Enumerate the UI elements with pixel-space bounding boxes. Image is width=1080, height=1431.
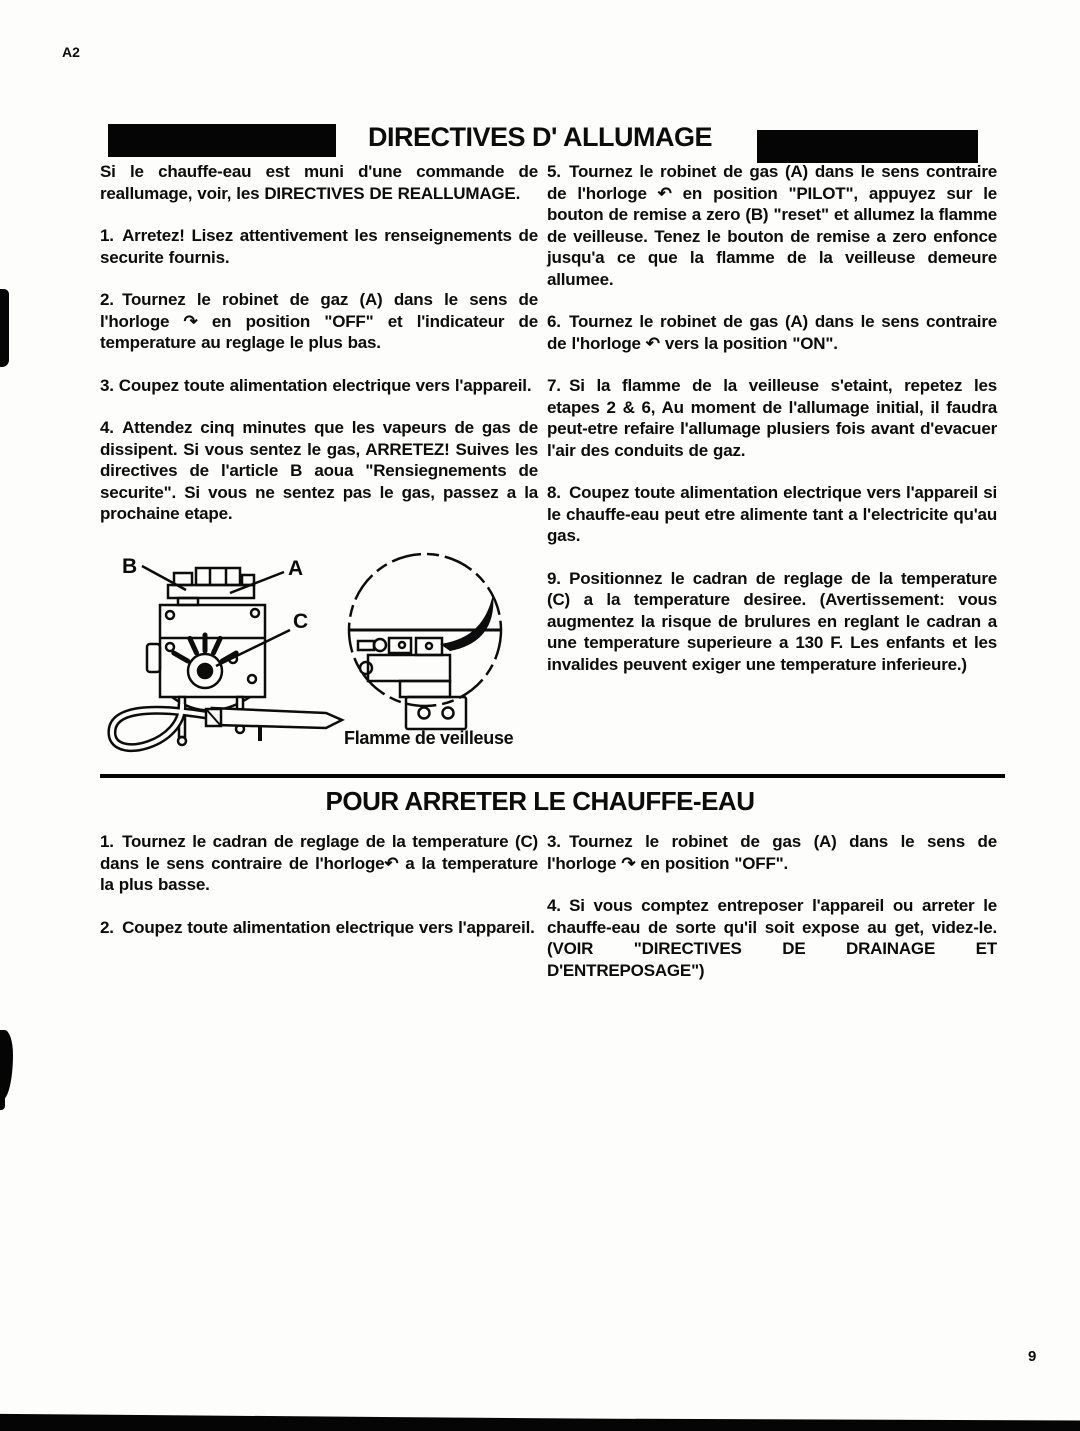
shutdown-step-3: 3. Tournez le robinet de gas (A) dans le sens de l'horloge ↷ en position "OFF". xyxy=(547,832,997,873)
scan-artifact-left-lower xyxy=(0,1030,13,1100)
lighting-step-8: 8. Coupez toute alimentation electrique vers l'appareil si le chauffe-eau peut etre alimente tant a l'electricite qu'au gas. xyxy=(547,483,997,545)
shutdown-columns xyxy=(100,831,997,1002)
figure-caption: Flamme de veilleuse xyxy=(344,727,514,748)
shutdown-step-2: 2. Coupez toute alimentation electrique vers l'appareil. xyxy=(100,917,535,937)
lighting-step-9: 9. Positionnez le cadran de reglage de la temperature (C) a la temperature desiree. (Avertissement: vous augmentez la risque de brulures en reglant le cadran a une temperature superieure a 130 F. Les enfants et les invalides peuvent exiger une temperature inferieure.) xyxy=(547,568,997,674)
lighting-right-column xyxy=(547,161,997,768)
lighting-step-6: 6. Tournez le robinet de gas (A) dans le sens contraire de l'horloge ↶ vers la position "ON". xyxy=(547,312,997,353)
figure-label-a: A xyxy=(288,556,304,580)
shutdown-right-column xyxy=(547,831,997,1002)
section-title-lighting: DIRECTIVES D' ALLUMAGE xyxy=(368,122,712,152)
lighting-intro: Si le chauffe-eau est muni d'une commande de reallumage, voir, les DIRECTIVES DE REALLUMAGE. xyxy=(100,162,538,203)
lighting-step-1: 1. Arretez! Lisez attentivement les renseignements de securite fournis. xyxy=(100,226,538,267)
lighting-left-column xyxy=(100,161,538,768)
section-divider xyxy=(100,774,1005,778)
redaction-bar-right xyxy=(757,130,978,163)
lighting-columns xyxy=(100,161,997,768)
lighting-step-5: 5. Tournez le robinet de gas (A) dans le sens contraire de l'horloge ↶ en position "PILOT", appuyez sur le bouton de remise a zero (B) "reset" et allumez la flamme de veilleuse. Tenez le bouton de remise a zero enfonce jusqu'a ce que la flamme de la veilleuse demeure allumee. xyxy=(547,162,997,289)
shutdown-step-4: 4. Si vous comptez entreposer l'appareil ou arreter le chauffe-eau de sorte qu'il soit expose au get, videz-le. (VOIR "DIRECTIVES DE DRAINAGE ET D'ENTREPOSAGE") xyxy=(547,896,997,980)
scan-bottom-edge xyxy=(0,1412,1080,1431)
figure-label-b: B xyxy=(122,554,138,578)
corner-label: A2 xyxy=(62,44,80,60)
scan-artifact-left-upper xyxy=(0,289,9,367)
scan-artifact-left-lower-tail xyxy=(0,1096,5,1110)
lighting-step-3: 3. Coupez toute alimentation electrique vers l'appareil. xyxy=(100,375,532,395)
lighting-step-2: 2. Tournez le robinet de gaz (A) dans le sens de l'horloge ↷ en position "OFF" et l'indicateur de temperature au reglage le plus bas. xyxy=(100,290,538,352)
section-title-shutdown: POUR ARRETER LE CHAUFFE-EAU xyxy=(325,786,755,816)
shutdown-left-column xyxy=(100,831,538,1002)
gas-valve-figure xyxy=(100,546,540,768)
lighting-step-4: 4. Attendez cinq minutes que les vapeurs de gas de dissipent. Si vous sentez le gas, ARRETEZ! Suives les directives de l'article B aoua "Rensiegnements de securite". Si vous ne sentez pas le gas, passez a la prochaine etape. xyxy=(100,418,538,523)
page-number: 9 xyxy=(1028,1348,1037,1365)
figure-label-c: C xyxy=(293,609,309,633)
shutdown-step-1: 1. Tournez le cadran de reglage de la temperature (C) dans le sens contraire de l'horloge↶ a la temperature la plus basse. xyxy=(100,832,538,894)
lighting-step-7: 7. Si la flamme de la veilleuse s'etaint, repetez les etapes 2 & 6, Au moment de l'allumage initial, il faudra peut-etre refaire l'allumage plusiers fois avant d'evacuer l'air des conduits de gaz. xyxy=(547,376,997,460)
